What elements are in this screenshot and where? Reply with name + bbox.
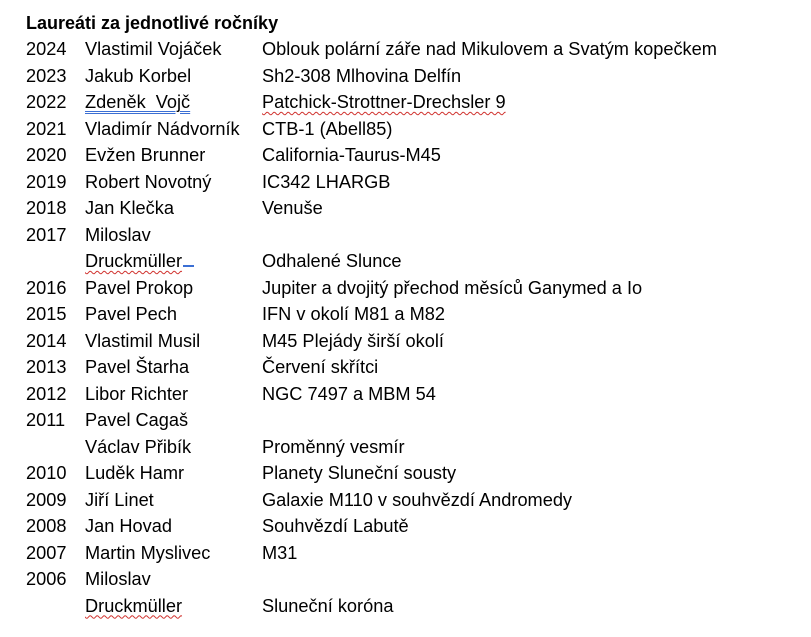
laureate-row xyxy=(26,89,802,116)
laureate-row xyxy=(26,487,802,514)
year-cell: 2018 xyxy=(26,198,67,218)
year-cell: 2022 xyxy=(26,92,67,112)
work-cell xyxy=(262,222,802,249)
laureate-row xyxy=(26,407,802,434)
laureate-name: Jan Klečka xyxy=(85,198,174,218)
laureate-name: Václav Přibík xyxy=(85,436,192,457)
laureate-name: Vlastimil Musil xyxy=(85,330,201,351)
spelling-mark xyxy=(183,262,194,267)
laureate-name: Miloslav xyxy=(85,224,151,245)
name-cell xyxy=(85,222,262,249)
name-cell xyxy=(85,407,262,434)
year-cell: 2019 xyxy=(26,171,67,192)
laureate-name: Luděk Hamr xyxy=(85,463,185,483)
name-cell xyxy=(85,195,262,222)
work-cell xyxy=(262,275,802,302)
laureate-name: Miloslav xyxy=(85,569,151,589)
name-cell xyxy=(85,354,262,381)
name-cell xyxy=(85,301,262,328)
laureate-row xyxy=(26,195,802,222)
work-cell: Sh2-308 Mlhovina Delfín xyxy=(262,65,462,86)
laureate-name: Libor Richter xyxy=(85,383,189,404)
year-cell: 2023 xyxy=(26,65,67,86)
name-cell xyxy=(85,487,262,514)
name-cell xyxy=(85,434,262,461)
year-cell: 2006 xyxy=(26,569,67,589)
year-cell: 2011 xyxy=(26,410,66,430)
laureate-row xyxy=(26,36,802,63)
year-cell-empty xyxy=(26,248,85,275)
work-title: Patchick-Strottner-Drechsler 9 xyxy=(262,92,506,112)
year-cell: 2021 xyxy=(26,118,67,139)
laureate-row xyxy=(26,460,802,487)
year-cell: 2008 xyxy=(26,516,67,536)
year-cell: 2016 xyxy=(26,277,67,298)
name-cell xyxy=(85,169,262,196)
name-cell xyxy=(85,248,262,275)
name-cell xyxy=(85,566,262,593)
laureate-name: Pavel Pech xyxy=(85,304,178,324)
work-cell: Souhvězdí Labutě xyxy=(262,516,409,536)
laureate-name: Jan Hovad xyxy=(85,516,172,536)
laureate-name: Zdeněk Vojč xyxy=(85,92,191,112)
work-cell xyxy=(262,407,802,434)
laureate-row xyxy=(26,169,802,196)
name-cell xyxy=(85,63,262,90)
laureate-row xyxy=(26,354,802,381)
name-cell xyxy=(85,460,262,487)
year-cell: 2014 xyxy=(26,330,67,351)
year-cell: 2012 xyxy=(26,383,67,404)
name-cell xyxy=(85,36,262,63)
laureate-row xyxy=(26,328,802,355)
laureate-row-continuation xyxy=(26,593,802,620)
document-title: Laureáti za jednotlivé ročníky xyxy=(26,13,279,33)
year-cell-empty xyxy=(26,593,85,620)
name-cell xyxy=(85,275,262,302)
work-cell: NGC 7497 a MBM 54 xyxy=(262,383,436,404)
document-body[interactable] xyxy=(26,10,806,619)
laureate-name: Pavel Štarha xyxy=(85,357,190,377)
year-cell: 2013 xyxy=(26,357,67,377)
laureate-row xyxy=(26,63,802,90)
year-cell: 2024 xyxy=(26,39,67,59)
work-cell: M31 xyxy=(262,542,298,563)
work-cell: Proměnný vesmír xyxy=(262,436,405,457)
name-cell xyxy=(85,593,262,620)
work-cell: IFN v okolí M81 a M82 xyxy=(262,304,445,324)
laureate-row xyxy=(26,513,802,540)
work-cell xyxy=(262,89,802,116)
work-cell: California-Taurus-M45 xyxy=(262,145,441,165)
year-cell-empty xyxy=(26,434,85,461)
laureate-row xyxy=(26,275,802,302)
laureate-name: Evžen Brunner xyxy=(85,145,206,165)
laureate-row-continuation xyxy=(26,248,802,275)
work-cell: Planety Sluneční sousty xyxy=(262,463,457,483)
laureate-row xyxy=(26,222,802,249)
laureate-name: Druckmüller xyxy=(85,595,183,616)
laureate-name: Robert Novotný xyxy=(85,171,212,192)
laureate-row xyxy=(26,116,802,143)
laureate-name: Vlastimil Vojáček xyxy=(85,39,222,59)
work-cell: Odhalené Slunce xyxy=(262,251,402,271)
laureate-row xyxy=(26,381,802,408)
year-cell: 2009 xyxy=(26,489,67,510)
name-cell xyxy=(85,116,262,143)
laureate-name: Druckmüller xyxy=(85,251,183,271)
name-cell xyxy=(85,328,262,355)
year-cell: 2017 xyxy=(26,224,67,245)
laureate-name: Jakub Korbel xyxy=(85,65,192,86)
name-cell xyxy=(85,381,262,408)
name-cell xyxy=(85,540,262,567)
year-cell: 2007 xyxy=(26,542,67,563)
laureate-row xyxy=(26,566,802,593)
name-cell xyxy=(85,142,262,169)
name-cell xyxy=(85,89,262,116)
work-cell: CTB-1 (Abell85) xyxy=(262,118,393,139)
year-cell: 2010 xyxy=(26,463,67,483)
work-title: Jupiter a dvojitý přechod měsíců Ganymed a Io xyxy=(262,277,643,298)
work-cell: Galaxie M110 v souhvězdí Andromedy xyxy=(262,489,573,510)
laureate-row xyxy=(26,540,802,567)
laureate-row-continuation xyxy=(26,434,802,461)
work-cell: IC342 LHARGB xyxy=(262,171,391,192)
work-cell: Červení skřítci xyxy=(262,357,379,377)
work-cell xyxy=(262,566,802,593)
laureates-table xyxy=(26,36,802,619)
work-cell: Sluneční koróna xyxy=(262,595,394,616)
year-cell: 2015 xyxy=(26,304,67,324)
laureate-name: Vladimír Nádvorník xyxy=(85,118,240,139)
work-cell: M45 Plejády širší okolí xyxy=(262,330,444,351)
laureate-row xyxy=(26,301,802,328)
laureate-name: Pavel Cagaš xyxy=(85,410,189,430)
work-cell: Venuše xyxy=(262,198,323,218)
laureate-row xyxy=(26,142,802,169)
name-cell xyxy=(85,513,262,540)
laureates-list xyxy=(26,36,802,619)
laureate-name: Martin Myslivec xyxy=(85,542,211,563)
laureate-name: Jiří Linet xyxy=(85,489,154,510)
laureate-name: Pavel Prokop xyxy=(85,277,194,298)
work-cell: Oblouk polární záře nad Mikulovem a Svatým kopečkem xyxy=(262,39,717,59)
year-cell: 2020 xyxy=(26,145,67,165)
